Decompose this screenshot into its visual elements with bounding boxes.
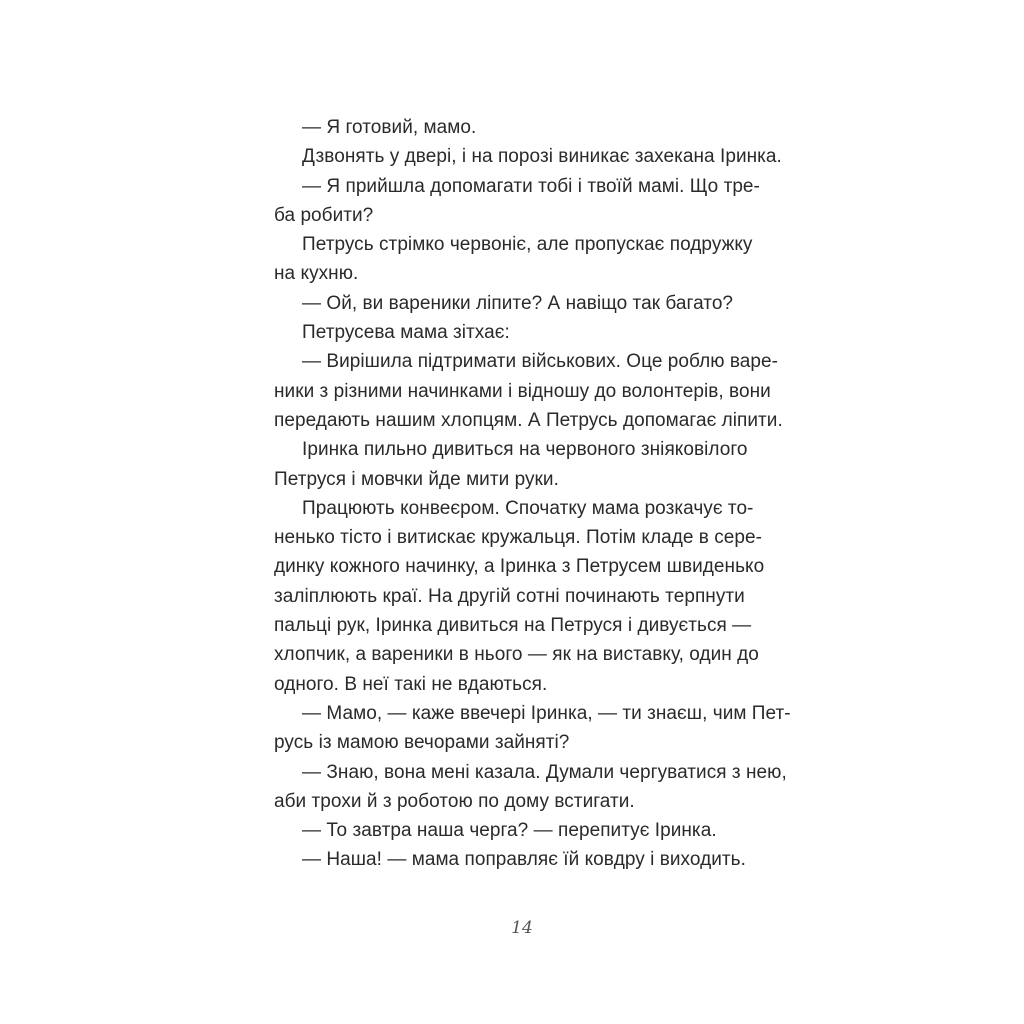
- text-line: — То завтра наша черга? — перепитує Іринка.: [302, 820, 717, 842]
- body-text: [274, 113, 791, 875]
- text-line: Працюють конвеєром. Спочатку мама розкачує то-: [302, 497, 754, 519]
- text-line: передають нашим хлопцям. А Петрусь допомагає ліпити.: [274, 409, 783, 431]
- text-line: заліплюють краї. На другій сотні починають терпнути: [274, 585, 745, 607]
- text-line: Петруся і мовчки йде мити руки.: [274, 468, 559, 490]
- text-line: Іринка пильно дивиться на червоного зніяковілого: [302, 439, 748, 461]
- text-line: хлопчик, а вареники в нього — як на виставку, один до: [274, 644, 759, 666]
- text-line: пальці рук, Іринка дивиться на Петруся і дивується —: [274, 615, 752, 637]
- text-line: русь із мамою вечорами зайняті?: [274, 732, 570, 754]
- text-line: ники з різними начинками і відношу до волонтерів, вони: [274, 380, 771, 402]
- text-line: — Наша! — мама поправляє їй ковдру і виходить.: [302, 849, 746, 871]
- text-line: — Знаю, вона мені казала. Думали чергуватися з нею,: [302, 761, 787, 783]
- text-line: динку кожного начинку, а Іринка з Петрусем швиденько: [274, 556, 765, 578]
- text-line: — Ой, ви вареники ліпите? А навіщо так багато?: [302, 292, 734, 314]
- text-line: — Я прийшла допомагати тобі і твоїй мамі. Що тре-: [302, 175, 760, 197]
- page-number: 14: [511, 918, 533, 938]
- text-line: аби трохи й з роботою по дому встигати.: [274, 790, 635, 812]
- text-line: Петрусь стрімко червоніє, але пропускає подружку: [302, 234, 753, 256]
- text-line: ба робити?: [274, 204, 374, 226]
- text-line: на кухню.: [274, 263, 359, 285]
- text-line: — Мамо, — каже ввечері Іринка, — ти знаєш, чим Пет-: [302, 702, 791, 724]
- text-line: одного. В неї такі не вдаються.: [274, 673, 548, 695]
- text-line: — Я готовий, мамо.: [302, 117, 477, 138]
- text-line: ненько тісто і витискає кружальця. Потім кладе в сере-: [274, 527, 763, 549]
- text-line: Дзвонять у двері, і на порозі виникає захекана Іринка.: [302, 146, 782, 168]
- text-line: Петрусева мама зітхає:: [302, 322, 510, 344]
- text-line: — Вирішила підтримати військових. Оце роблю варе-: [302, 351, 779, 373]
